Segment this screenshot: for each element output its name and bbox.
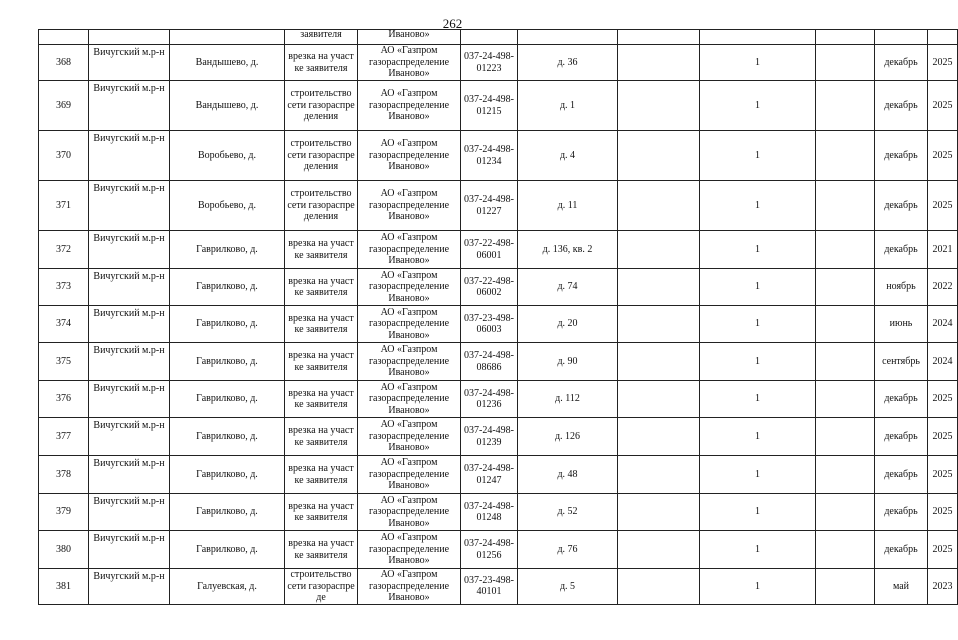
cell-locality: Воробьево, д. xyxy=(170,131,285,181)
cell-year: 2025 xyxy=(928,45,958,81)
cell-district: Вичугский м.р-н xyxy=(89,269,170,306)
table-row xyxy=(39,181,958,231)
cell-address: д. 11 xyxy=(518,181,618,231)
cell-month: декабрь xyxy=(875,494,928,531)
cell-work: врезка на участке заявителя xyxy=(285,494,358,531)
cell-locality: Галуевская, д. xyxy=(170,569,285,605)
cell-month: декабрь xyxy=(875,418,928,456)
cell-count: 1 xyxy=(700,569,816,605)
cell-code: 037-24-498-08686 xyxy=(461,343,518,381)
cell-month: декабрь xyxy=(875,531,928,569)
cell-count: 1 xyxy=(700,45,816,81)
cell-district: Вичугский м.р-н xyxy=(89,569,170,605)
cell-year: 2023 xyxy=(928,569,958,605)
page-number: 262 xyxy=(442,16,463,31)
cell-col9 xyxy=(816,45,875,81)
cell-address: д. 126 xyxy=(518,418,618,456)
cell-count: 1 xyxy=(700,81,816,131)
cell-address: д. 1 xyxy=(518,81,618,131)
table-row xyxy=(39,381,958,418)
table-container xyxy=(38,29,953,613)
table-row xyxy=(39,494,958,531)
cell-month: декабрь xyxy=(875,181,928,231)
cell-district: Вичугский м.р-н xyxy=(89,45,170,81)
cell-year: 2025 xyxy=(928,456,958,494)
cell-locality: Гаврилково, д. xyxy=(170,456,285,494)
cell-col7 xyxy=(618,306,700,343)
cell-num: 373 xyxy=(39,269,89,306)
table-row xyxy=(39,343,958,381)
cell-year: 2025 xyxy=(928,131,958,181)
cell-district xyxy=(89,30,170,45)
cell-district: Вичугский м.р-н xyxy=(89,494,170,531)
cell-org: АО «Газпром газораспределение Иваново» xyxy=(358,131,461,181)
cell-org: АО «Газпром газораспределение Иваново» xyxy=(358,569,461,605)
cell-work: врезка на участке заявителя xyxy=(285,531,358,569)
cell-district: Вичугский м.р-н xyxy=(89,131,170,181)
cell-num: 380 xyxy=(39,531,89,569)
cell-locality: Гаврилково, д. xyxy=(170,418,285,456)
cell-address: д. 112 xyxy=(518,381,618,418)
cell-col9 xyxy=(816,456,875,494)
cell-address: д. 5 xyxy=(518,569,618,605)
cell-col9 xyxy=(816,494,875,531)
cell-col7 xyxy=(618,494,700,531)
cell-year: 2024 xyxy=(928,343,958,381)
cell-work: строительство сети газораспределения xyxy=(285,131,358,181)
cell-year: 2025 xyxy=(928,418,958,456)
cell-code: 037-24-498-01247 xyxy=(461,456,518,494)
cell-num: 376 xyxy=(39,381,89,418)
table-row xyxy=(39,269,958,306)
cell-col9 xyxy=(816,30,875,45)
cell-col7 xyxy=(618,181,700,231)
cell-district: Вичугский м.р-н xyxy=(89,531,170,569)
cell-count: 1 xyxy=(700,306,816,343)
cell-month: сентябрь xyxy=(875,343,928,381)
cell-month: декабрь xyxy=(875,381,928,418)
cell-locality: Вандышево, д. xyxy=(170,45,285,81)
cell-col7 xyxy=(618,45,700,81)
cell-org: АО «Газпром газораспределение Иваново» xyxy=(358,531,461,569)
cell-month: декабрь xyxy=(875,131,928,181)
cell-district: Вичугский м.р-н xyxy=(89,343,170,381)
cell-code xyxy=(461,30,518,45)
cell-code: 037-24-498-01239 xyxy=(461,418,518,456)
table-row xyxy=(39,456,958,494)
cell-address: д. 48 xyxy=(518,456,618,494)
cell-locality: Вандышево, д. xyxy=(170,81,285,131)
cell-district: Вичугский м.р-н xyxy=(89,306,170,343)
cell-org: Иваново» xyxy=(358,30,461,45)
cell-year: 2025 xyxy=(928,81,958,131)
cell-month xyxy=(875,30,928,45)
cell-col9 xyxy=(816,81,875,131)
cell-num: 381 xyxy=(39,569,89,605)
cell-col7 xyxy=(618,231,700,269)
cell-col7 xyxy=(618,81,700,131)
cell-code: 037-23-498-40101 xyxy=(461,569,518,605)
table-row xyxy=(39,418,958,456)
cell-col9 xyxy=(816,343,875,381)
cell-col9 xyxy=(816,181,875,231)
cell-count: 1 xyxy=(700,456,816,494)
cell-locality: Гаврилково, д. xyxy=(170,531,285,569)
cell-district: Вичугский м.р-н xyxy=(89,81,170,131)
cell-month: декабрь xyxy=(875,45,928,81)
cell-count: 1 xyxy=(700,531,816,569)
cell-col9 xyxy=(816,269,875,306)
cell-org: АО «Газпром газораспределение Иваново» xyxy=(358,231,461,269)
table-row xyxy=(39,231,958,269)
cell-count: 1 xyxy=(700,131,816,181)
cell-address: д. 20 xyxy=(518,306,618,343)
cell-code: 037-24-498-01256 xyxy=(461,531,518,569)
cell-address xyxy=(518,30,618,45)
table-row-continued xyxy=(39,30,958,45)
cell-code: 037-24-498-01223 xyxy=(461,45,518,81)
cell-locality: Гаврилково, д. xyxy=(170,343,285,381)
table-row xyxy=(39,306,958,343)
cell-district: Вичугский м.р-н xyxy=(89,231,170,269)
cell-count: 1 xyxy=(700,181,816,231)
cell-col7 xyxy=(618,269,700,306)
cell-year: 2025 xyxy=(928,181,958,231)
cell-count: 1 xyxy=(700,418,816,456)
cell-work: врезка на участке заявителя xyxy=(285,456,358,494)
cell-address: д. 52 xyxy=(518,494,618,531)
cell-col7 xyxy=(618,343,700,381)
data-table xyxy=(38,29,958,605)
cell-address: д. 90 xyxy=(518,343,618,381)
cell-code: 037-24-498-01236 xyxy=(461,381,518,418)
cell-district: Вичугский м.р-н xyxy=(89,181,170,231)
cell-col7 xyxy=(618,569,700,605)
cell-col9 xyxy=(816,381,875,418)
cell-address: д. 74 xyxy=(518,269,618,306)
cell-org: АО «Газпром газораспределение Иваново» xyxy=(358,306,461,343)
cell-num: 372 xyxy=(39,231,89,269)
cell-address: д. 36 xyxy=(518,45,618,81)
cell-work: врезка на участке заявителя xyxy=(285,45,358,81)
cell-work: заявителя xyxy=(285,30,358,45)
cell-num: 371 xyxy=(39,181,89,231)
cell-work: врезка на участке заявителя xyxy=(285,418,358,456)
cell-code: 037-24-498-01248 xyxy=(461,494,518,531)
cell-count: 1 xyxy=(700,343,816,381)
cell-col7 xyxy=(618,456,700,494)
cell-year: 2024 xyxy=(928,306,958,343)
cell-org: АО «Газпром газораспределение Иваново» xyxy=(358,181,461,231)
cell-num: 370 xyxy=(39,131,89,181)
cell-num xyxy=(39,30,89,45)
cell-num: 368 xyxy=(39,45,89,81)
cell-month: ноябрь xyxy=(875,269,928,306)
cell-month: июнь xyxy=(875,306,928,343)
cell-col7 xyxy=(618,30,700,45)
cell-code: 037-23-498-06003 xyxy=(461,306,518,343)
table-row xyxy=(39,569,958,605)
cell-col7 xyxy=(618,531,700,569)
cell-address: д. 4 xyxy=(518,131,618,181)
cell-work: врезка на участке заявителя xyxy=(285,343,358,381)
cell-month: май xyxy=(875,569,928,605)
cell-locality: Гаврилково, д. xyxy=(170,306,285,343)
cell-org: АО «Газпром газораспределение Иваново» xyxy=(358,494,461,531)
cell-work: строительство сети газораспределения xyxy=(285,81,358,131)
table-row xyxy=(39,81,958,131)
cell-work: врезка на участке заявителя xyxy=(285,231,358,269)
cell-col7 xyxy=(618,131,700,181)
cell-district: Вичугский м.р-н xyxy=(89,381,170,418)
cell-org: АО «Газпром газораспределение Иваново» xyxy=(358,343,461,381)
cell-num: 374 xyxy=(39,306,89,343)
cell-year: 2025 xyxy=(928,494,958,531)
cell-col7 xyxy=(618,381,700,418)
cell-org: АО «Газпром газораспределение Иваново» xyxy=(358,81,461,131)
table-row xyxy=(39,45,958,81)
cell-org: АО «Газпром газораспределение Иваново» xyxy=(358,45,461,81)
cell-locality: Гаврилково, д. xyxy=(170,269,285,306)
cell-locality: Гаврилково, д. xyxy=(170,231,285,269)
cell-count: 1 xyxy=(700,269,816,306)
cell-district: Вичугский м.р-н xyxy=(89,418,170,456)
cell-work: врезка на участке заявителя xyxy=(285,381,358,418)
cell-col9 xyxy=(816,306,875,343)
cell-num: 375 xyxy=(39,343,89,381)
cell-col7 xyxy=(618,418,700,456)
cell-col9 xyxy=(816,418,875,456)
cell-year: 2025 xyxy=(928,531,958,569)
cell-work: врезка на участке заявителя xyxy=(285,269,358,306)
table-row xyxy=(39,531,958,569)
cell-count: 1 xyxy=(700,231,816,269)
table-body xyxy=(39,30,958,605)
cell-district: Вичугский м.р-н xyxy=(89,456,170,494)
cell-code: 037-22-498-06001 xyxy=(461,231,518,269)
cell-locality: Воробьево, д. xyxy=(170,181,285,231)
cell-month: декабрь xyxy=(875,81,928,131)
cell-count: 1 xyxy=(700,494,816,531)
cell-code: 037-24-498-01234 xyxy=(461,131,518,181)
cell-locality: Гаврилково, д. xyxy=(170,381,285,418)
cell-count xyxy=(700,30,816,45)
cell-num: 378 xyxy=(39,456,89,494)
cell-work: строительство сети газораспреде xyxy=(285,569,358,605)
cell-locality: Гаврилково, д. xyxy=(170,494,285,531)
cell-org: АО «Газпром газораспределение Иваново» xyxy=(358,456,461,494)
cell-month: декабрь xyxy=(875,231,928,269)
cell-org: АО «Газпром газораспределение Иваново» xyxy=(358,418,461,456)
cell-num: 377 xyxy=(39,418,89,456)
cell-code: 037-24-498-01227 xyxy=(461,181,518,231)
cell-org: АО «Газпром газораспределение Иваново» xyxy=(358,269,461,306)
cell-col9 xyxy=(816,131,875,181)
cell-work: врезка на участке заявителя xyxy=(285,306,358,343)
cell-code: 037-22-498-06002 xyxy=(461,269,518,306)
cell-col9 xyxy=(816,231,875,269)
table-row xyxy=(39,131,958,181)
cell-num: 379 xyxy=(39,494,89,531)
cell-year: 2025 xyxy=(928,381,958,418)
cell-year xyxy=(928,30,958,45)
cell-num: 369 xyxy=(39,81,89,131)
cell-code: 037-24-498-01215 xyxy=(461,81,518,131)
cell-col9 xyxy=(816,531,875,569)
cell-org: АО «Газпром газораспределение Иваново» xyxy=(358,381,461,418)
cell-year: 2022 xyxy=(928,269,958,306)
cell-work: строительство сети газораспределения xyxy=(285,181,358,231)
cell-year: 2021 xyxy=(928,231,958,269)
cell-address: д. 136, кв. 2 xyxy=(518,231,618,269)
cell-col9 xyxy=(816,569,875,605)
cell-month: декабрь xyxy=(875,456,928,494)
cell-count: 1 xyxy=(700,381,816,418)
cell-locality xyxy=(170,30,285,45)
cell-address: д. 76 xyxy=(518,531,618,569)
